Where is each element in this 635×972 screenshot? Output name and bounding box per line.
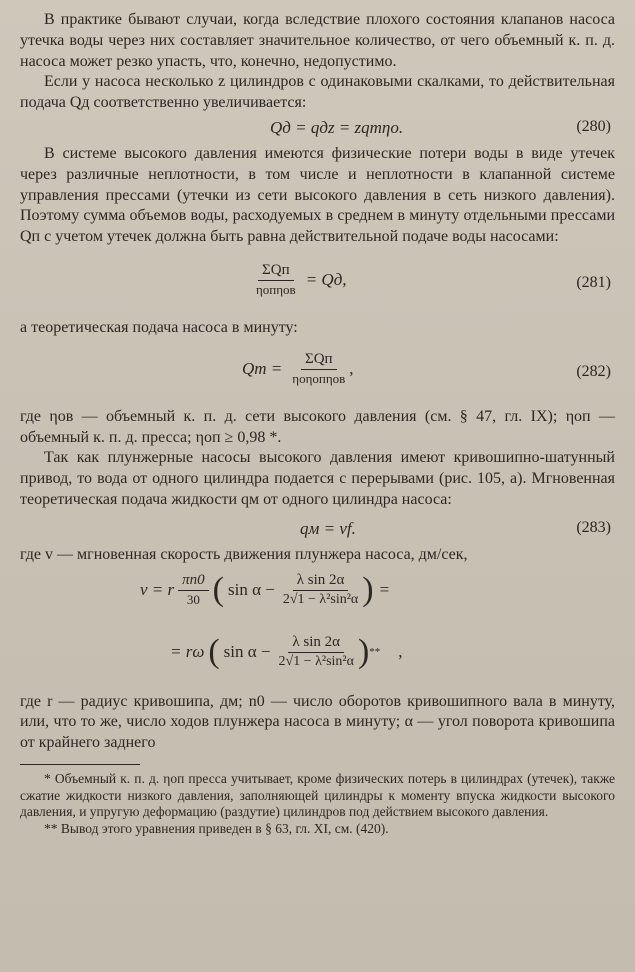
paragraph-theoretical-flow: а теоретическая подача насоса в минуту: (20, 318, 298, 336)
equation-283-number: (283) (576, 518, 611, 536)
equation-282-number: (282) (576, 362, 611, 380)
paragraph-high-pressure-losses: В системе высокого давления имеются физические потери воды в виде утечек через различные неплотности, в том числе и неплотности в клапанной системе управления прессами (утечки из сети высокого давления в сеть низкого давления). Поэтому сумма объемов воды, расходуемых в среднем в минуту отдельными прессами Qп с учетом утечек должна быть равна действительной подаче воды насосами: (20, 144, 615, 246)
paragraph-multiple-cylinders: Если у насоса несколько z цилиндров с одинаковыми скалками, то действительная подача Qд соответственно увеличивается: (20, 73, 615, 112)
equation-281-rhs: = Qд, (305, 269, 347, 289)
velocity-lambda-fraction (279, 572, 362, 608)
velocity-footnote-mark: ** (369, 645, 381, 658)
equation-281-numerator: ΣQп (258, 262, 294, 281)
equation-280-body: Qд = qдz = zqтηо. (270, 117, 404, 137)
equation-282 (20, 343, 615, 407)
velocity-lambda-denominator: 2√1 − λ²sin²α (282, 591, 359, 607)
equation-283 (20, 511, 615, 545)
velocity-equals: = (379, 579, 390, 599)
paragraph-crank-radius: где r — радиус кривошипа, дм; n0 — число оборотов кривошипного вала в минуту, или, что то же, число ходов плунжера насоса в минуту; α — угол поворота кривошипа от крайнего заднего (20, 692, 615, 752)
velocity-comma: , (398, 641, 403, 661)
equation-velocity-line2: = rω ( sin α − $\frac{\text{λ sin 2α}}{\text{2√1 − λ²sin²α}}$ ) ** , (170, 632, 403, 670)
equation-282-lhs: Qт = (242, 358, 283, 378)
equation-282-tail: , (349, 358, 354, 378)
paragraph-crank-drive: Так как плунжерные насосы высокого давления имеют кривошипно-шатунный привод, то вода от одного цилиндра подается с перерывами (рис. 105, а). Мгновенная теоретическая подача жидкости qм от одного цилиндра насоса: (20, 449, 615, 508)
velocity-omega-sin-term: sin α − (223, 641, 271, 661)
equation-281-number: (281) (576, 273, 611, 291)
equation-283-body: qм = vf. (300, 518, 356, 538)
velocity-omega-fraction (275, 634, 358, 670)
footnote-1: * Объемный к. п. д. ηоп пресса учитывает, кроме физических потерь в цилиндрах (утечек), также сжатие жидкости низкого давления, заполняющей цилиндры к моменту впуска жидкости высокого давления, и упругую деформацию (раздутие) цилиндров под действием высокого давления. (20, 770, 615, 820)
equation-velocity-line1: v = r $\frac{\pi n0}{30}$ ( sin α − $\frac{\text{λ sin 2α}}{\text{2√1 − λ²sin²α}}$ ) = (140, 570, 390, 608)
footnote-2: ** Вывод этого уравнения приведен в § 63, гл. XI, см. (420). (44, 820, 389, 836)
velocity-lhs: v = r (140, 579, 175, 599)
paragraph-plunger-velocity: где v — мгновенная скорость движения плунжера насоса, дм/сек, (20, 545, 468, 563)
equation-281 (20, 252, 615, 318)
velocity-sin-term: sin α − (227, 579, 275, 599)
footnote-rule (20, 764, 140, 765)
velocity-rpm-fraction (178, 572, 209, 608)
equation-281-denominator: ηопηов (256, 281, 296, 297)
velocity-omega-denominator: 2√1 − λ²sin²α (278, 653, 354, 669)
velocity-lambda-numerator: λ sin 2α (293, 572, 349, 591)
equation-280-number: (280) (576, 117, 611, 135)
velocity-omega-lead: = rω (170, 641, 205, 661)
equation-280 (20, 116, 615, 144)
velocity-omega-numerator: λ sin 2α (288, 634, 344, 653)
paragraph-efficiency-definitions: где ηов — объемный к. п. д. сети высокого давления (см. § 47, гл. IX); ηоп — объемный к. п. д. пресса; ηоп ≥ 0,98 *. (20, 407, 615, 446)
equation-282-numerator: ΣQп (301, 351, 337, 370)
footnotes (20, 764, 615, 837)
velocity-rpm-numerator: πn0 (178, 572, 209, 591)
velocity-rpm-denominator: 30 (186, 591, 200, 607)
equation-282-fraction (288, 351, 349, 387)
equation-282-denominator: ηоηопηов (292, 370, 346, 386)
paragraph-valve-leakage: В практике бывают случаи, когда вследствие плохого состояния клапанов насоса утечка воды через них составляет значительное количество, от чего объемный к. п. д. насоса может резко упасть, что, конечно, недопустимо. (20, 11, 615, 70)
equation-281-fraction (252, 262, 300, 298)
